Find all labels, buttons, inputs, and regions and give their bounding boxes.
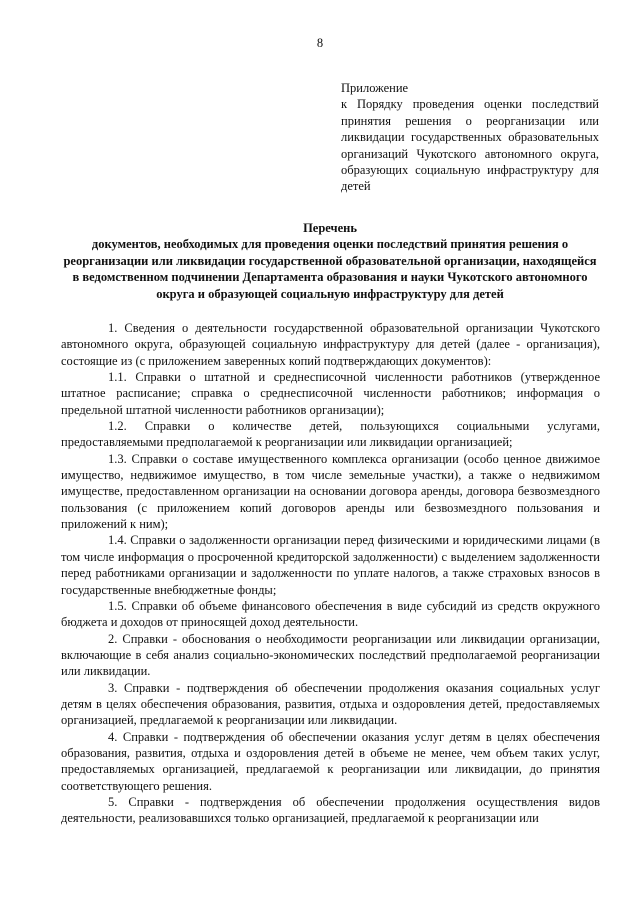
page-number: 8 xyxy=(316,36,324,50)
paragraph-2: 2. Справки - обоснования о необходимости реорганизации или ликвидации организации, включающие в себя анализ социально-экономических последствий предполагаемой реорганизации или ликвидации. xyxy=(61,631,600,679)
paragraph-3: 3. Справки - подтверждения об обеспечении продолжения оказания социальных услуг детям в целях обеспечения образования, развития, отдыха и оздоровления детей, предоставляемых организацией, предлагаемой к реорганизации или ликвидации. xyxy=(61,680,600,728)
appendix-heading: Приложение xyxy=(341,81,409,95)
paragraph-4: 4. Справки - подтверждения об обеспечении оказания услуг детям в целях обеспечения образования, развития, отдыха и оздоровления детей в объеме не менее, чем объем таких услуг, предоставляемых организацией, предлагаемой к реорганизации или ликвидации, до принятия соответствующего решения. xyxy=(61,729,600,793)
appendix-text: к Порядку проведения оценки последствий принятия решения о реорганизации или ликвидации государственных образовательных организаций Чукотского автономного округа, образующих социальную инфраструктуру для детей xyxy=(341,97,599,194)
paragraph-1-3: 1.3. Справки о составе имущественного комплекса организации (особо ценное движимое имущество, недвижимое имущество, в том числе земельные участки), а также о недвижимом имуществе, предоставленном организации на основании договора аренды, договора безвозмездного пользования (с приложением копий договоров аренды или безвозмездного пользования и приложений к ним); xyxy=(61,451,600,532)
title-word: Перечень xyxy=(303,221,357,235)
paragraph-1-5: 1.5. Справки об объеме финансового обеспечения в виде субсидий из средств окружного бюджета и доходов от приносящей доход деятельности. xyxy=(61,598,600,630)
document-title xyxy=(60,220,600,302)
paragraph-1-2: 1.2. Справки о количестве детей, пользующихся социальными услугами, предоставляемыми предполагаемой к реорганизации или ликвидации организацией; xyxy=(61,419,600,450)
paragraph-1-1: 1.1. Справки о штатной и среднесписочной численности работников (утвержденное штатное расписание; справка о среднесписочной численности работников; информация о предельной штатной численности работников организации); xyxy=(61,370,600,417)
paragraph-5: 5. Справки - подтверждения об обеспечении продолжения осуществления видов деятельности, реализовавшихся только организацией, предлагаемой к реорганизации или xyxy=(61,794,600,826)
paragraph-1-4: 1.4. Справки о задолженности организации перед физическими и юридическими лицами (в том числе информация о просроченной кредиторской задолженности) с выделением задолженности перед работниками организации и задолженности по уплате налогов, а также страховых взносов в государственные внебюджетные фонды; xyxy=(61,533,600,597)
title-subject: документов, необходимых для проведения оценки последствий принятия решения о реорганизации или ликвидации государственной образовательной организации, находящейся в ведомственном подчинении Департамента образования и науки Чукотского автономного округа и образующей социальную инфраструктуру для детей xyxy=(63,237,597,301)
paragraph-1: 1. Сведения о деятельности государственной образовательной организации Чукотского автономного округа, образующей социальную инфраструктуру для детей (далее - организация), состоящие из (с приложением заверенных копий подтверждающих документов): xyxy=(61,321,600,368)
appendix-block xyxy=(341,80,599,195)
document-body xyxy=(61,320,600,827)
